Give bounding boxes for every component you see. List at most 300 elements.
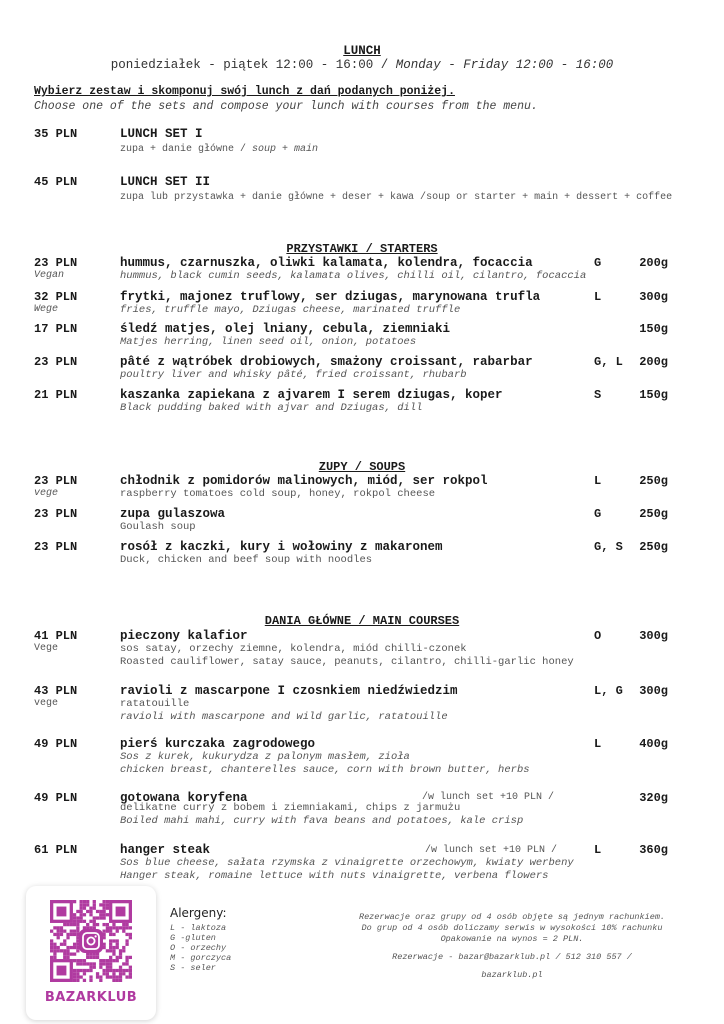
qr-module: [83, 979, 86, 982]
qr-module: [76, 920, 79, 923]
qr-module: [57, 926, 60, 929]
qr-code-icon[interactable]: [50, 900, 132, 982]
item-allergens: L: [594, 474, 602, 488]
item-tag: vege: [34, 698, 59, 709]
qr-module: [112, 939, 115, 942]
qr-module: [125, 923, 128, 926]
qr-module: [129, 956, 132, 959]
qr-module: [102, 972, 105, 975]
qr-module: [66, 949, 69, 952]
set-desc: [120, 192, 672, 203]
qr-module: [76, 926, 79, 929]
qr-module: [106, 923, 109, 926]
qr-module: [129, 936, 132, 939]
qr-module: [60, 943, 63, 946]
qr-module: [86, 956, 89, 959]
item-price: 32 PLN: [34, 290, 78, 304]
qr-module: [80, 916, 83, 919]
qr-module: [102, 969, 105, 972]
qr-module: [122, 923, 125, 926]
qr-module: [119, 926, 122, 929]
item-lunch-set-note: /w lunch set +10 PLN /: [425, 845, 558, 856]
qr-module: [76, 972, 79, 975]
qr-module: [116, 939, 119, 942]
qr-module: [125, 926, 128, 929]
item-desc: Black pudding baked with ajvar and Dziugas, dill: [120, 402, 423, 414]
brand-name: BAZARKLUB: [44, 990, 138, 1005]
qr-module: [109, 943, 112, 946]
qr-module: [109, 962, 112, 965]
qr-module: [53, 926, 56, 929]
qr-module: [96, 910, 99, 913]
allergen-item: L - laktoza: [170, 923, 227, 933]
item-desc: Roasted cauliflower, satay sauce, peanuts, cilantro, chilli-garlic honey: [120, 656, 574, 668]
qr-module: [73, 959, 76, 962]
item-desc: fries, truffle mayo, Dziugas cheese, marinated truffle: [120, 304, 461, 316]
qr-module: [89, 962, 92, 965]
qr-module: [109, 975, 112, 978]
item-name: hanger steak: [120, 843, 211, 857]
qr-module: [102, 900, 105, 903]
qr-module: [129, 972, 132, 975]
qr-module: [116, 959, 119, 962]
qr-module: [125, 956, 128, 959]
qr-module: [89, 966, 92, 969]
qr-module: [76, 959, 79, 962]
qr-module: [106, 972, 109, 975]
item-price: 49 PLN: [34, 737, 78, 751]
qr-module: [89, 907, 92, 910]
qr-module: [109, 956, 112, 959]
reservation-note: Rezerwacje oraz grupy od 4 osób objęte są jednym rachunkiem.: [358, 912, 666, 922]
qr-module: [109, 939, 112, 942]
qr-module: [57, 936, 60, 939]
qr-module: [129, 933, 132, 936]
item-desc: chicken breast, chanterelles sauce, corn with brown butter, herbs: [120, 764, 530, 776]
qr-module: [119, 956, 122, 959]
qr-module: [102, 959, 105, 962]
qr-module: [60, 949, 63, 952]
item-tag: Vegan: [34, 270, 65, 281]
qr-module: [122, 962, 125, 965]
item-weight: 300g: [639, 629, 668, 643]
qr-module: [80, 969, 83, 972]
section-heading-mains: DANIA GŁÓWNE / MAIN COURSES: [264, 614, 460, 628]
qr-module: [50, 943, 53, 946]
qr-module: [53, 943, 56, 946]
qr-module: [102, 913, 105, 916]
qr-module: [99, 975, 102, 978]
qr-module: [102, 907, 105, 910]
qr-module: [73, 979, 76, 982]
qr-module: [76, 916, 79, 919]
qr-module: [66, 923, 69, 926]
qr-module: [50, 949, 53, 952]
item-sub-pl: Sos blue cheese, sałata rzymska z vinaigrette orzechowym, kwiaty werbeny: [120, 857, 574, 869]
qr-module: [80, 903, 83, 906]
qr-module: [119, 972, 122, 975]
qr-module: [93, 920, 96, 923]
qr-code-graphic: [50, 900, 132, 982]
qr-module: [112, 923, 115, 926]
qr-module: [76, 975, 79, 978]
qr-module: [96, 956, 99, 959]
qr-module: [116, 926, 119, 929]
qr-module: [96, 975, 99, 978]
item-price: 23 PLN: [34, 507, 78, 521]
qr-module: [60, 933, 63, 936]
menu-title: LUNCH: [343, 44, 381, 58]
qr-module: [106, 930, 109, 933]
qr-module: [109, 949, 112, 952]
item-desc: Duck, chicken and beef soup with noodles: [120, 554, 373, 566]
item-weight: 150g: [639, 322, 668, 336]
qr-module: [89, 975, 92, 978]
item-allergens: G, L: [594, 355, 623, 369]
allergen-item: G -gluten: [170, 933, 216, 943]
qr-module: [73, 946, 76, 949]
qr-module: [109, 926, 112, 929]
qr-module: [89, 969, 92, 972]
qr-module: [129, 975, 132, 978]
item-desc: ravioli with mascarpone and wild garlic, ratatouille: [120, 711, 448, 723]
item-name: ravioli z mascarpone I czosnkiem niedźwiedzim: [120, 684, 458, 698]
item-weight: 250g: [639, 507, 668, 521]
item-name: pieczony kalafior: [120, 629, 248, 643]
qr-module: [63, 923, 66, 926]
set-price: 45 PLN: [34, 175, 78, 189]
qr-module: [102, 916, 105, 919]
qr-module: [89, 913, 92, 916]
set-desc-pl: zupa lub przystawka + danie główne + deser + kawa /: [120, 192, 427, 203]
qr-module: [80, 907, 83, 910]
qr-module: [93, 966, 96, 969]
item-weight: 400g: [639, 737, 668, 751]
qr-module: [63, 939, 66, 942]
qr-module: [125, 959, 128, 962]
qr-module: [80, 959, 83, 962]
qr-module: [63, 956, 66, 959]
item-weight: 300g: [639, 290, 668, 304]
qr-module: [93, 962, 96, 965]
qr-module: [106, 903, 109, 906]
qr-module: [93, 956, 96, 959]
qr-module: [50, 939, 53, 942]
qr-module: [73, 923, 76, 926]
item-name: chłodnik z pomidorów malinowych, miód, ser rokpol: [120, 474, 488, 488]
qr-module: [106, 949, 109, 952]
item-price: 23 PLN: [34, 474, 78, 488]
qr-module: [125, 975, 128, 978]
qr-module: [50, 946, 53, 949]
item-desc: Goulash soup: [120, 521, 196, 533]
item-weight: 320g: [639, 791, 668, 805]
qr-module: [99, 903, 102, 906]
qr-module: [53, 952, 56, 955]
qr-module: [50, 956, 53, 959]
item-name: śledź matjes, olej lniany, cebula, ziemniaki: [120, 322, 451, 336]
qr-module: [83, 969, 86, 972]
qr-module: [73, 933, 76, 936]
qr-module: [112, 926, 115, 929]
qr-module: [73, 943, 76, 946]
qr-module: [96, 923, 99, 926]
qr-module: [125, 943, 128, 946]
qr-module: [86, 903, 89, 906]
qr-module: [66, 936, 69, 939]
item-weight: 360g: [639, 843, 668, 857]
qr-module: [73, 930, 76, 933]
qr-module: [116, 956, 119, 959]
qr-module: [119, 975, 122, 978]
qr-module: [93, 900, 96, 903]
qr-module: [125, 933, 128, 936]
qr-module: [83, 903, 86, 906]
qr-module: [73, 952, 76, 955]
qr-module: [96, 916, 99, 919]
qr-module: [129, 969, 132, 972]
qr-module: [106, 962, 109, 965]
item-weight: 300g: [639, 684, 668, 698]
qr-module: [112, 952, 115, 955]
qr-module: [93, 903, 96, 906]
qr-module: [76, 962, 79, 965]
item-weight: 250g: [639, 540, 668, 554]
qr-module: [112, 979, 115, 982]
section-heading-starters: PRZYSTAWKI / STARTERS: [286, 242, 438, 256]
qr-module: [116, 946, 119, 949]
qr-module: [119, 969, 122, 972]
item-allergens: G, S: [594, 540, 623, 554]
qr-module: [116, 969, 119, 972]
qr-module: [102, 930, 105, 933]
reservation-contact[interactable]: Rezerwacje - bazar@bazarklub.pl / 512 310 557 /: [392, 952, 632, 962]
item-desc: Hanger steak, romaine lettuce with nuts vinaigrette, verbena flowers: [120, 870, 549, 882]
qr-module: [63, 949, 66, 952]
qr-module: [116, 979, 119, 982]
qr-module: [86, 969, 89, 972]
qr-module: [112, 933, 115, 936]
qr-module: [66, 956, 69, 959]
intro-en: Choose one of the sets and compose your lunch with courses from the menu.: [34, 100, 538, 113]
qr-module: [63, 943, 66, 946]
qr-module: [112, 959, 115, 962]
qr-module: [99, 979, 102, 982]
allergen-item: M - gorczyca: [170, 953, 232, 963]
qr-module: [73, 969, 76, 972]
qr-module: [112, 969, 115, 972]
qr-module: [76, 979, 79, 982]
qr-module: [119, 966, 122, 969]
qr-module: [76, 910, 79, 913]
item-price: 43 PLN: [34, 684, 78, 698]
qr-module: [83, 962, 86, 965]
qr-module: [125, 939, 128, 942]
qr-module: [99, 913, 102, 916]
item-name: gotowana koryfena: [120, 791, 248, 805]
qr-module: [89, 979, 92, 982]
qr-module: [89, 956, 92, 959]
qr-module: [57, 946, 60, 949]
qr-module: [93, 916, 96, 919]
item-allergens: L: [594, 843, 602, 857]
qr-module: [70, 952, 73, 955]
qr-module: [66, 952, 69, 955]
qr-module: [66, 946, 69, 949]
qr-module: [50, 930, 53, 933]
qr-module: [70, 946, 73, 949]
qr-module: [80, 975, 83, 978]
qr-module: [109, 930, 112, 933]
qr-module: [109, 933, 112, 936]
qr-module: [99, 959, 102, 962]
service-charge-note: Do grup od 4 osób doliczamy serwis w wysokości 10% rachunku: [361, 923, 663, 933]
item-allergens: G: [594, 507, 602, 521]
qr-module: [80, 920, 83, 923]
item-price: 23 PLN: [34, 256, 78, 270]
item-allergens: S: [594, 388, 602, 402]
qr-module: [102, 962, 105, 965]
takeaway-note: Opakowanie na wynos = 2 PLN.: [440, 934, 584, 944]
qr-module: [70, 930, 73, 933]
qr-module: [60, 930, 63, 933]
qr-module: [119, 952, 122, 955]
allergen-item: S - seler: [170, 963, 216, 973]
qr-module: [125, 969, 128, 972]
qr-module: [122, 926, 125, 929]
qr-module: [76, 930, 79, 933]
qr-finder-center: [57, 966, 67, 976]
qr-module: [53, 949, 56, 952]
set-name: LUNCH SET I: [120, 127, 203, 141]
intro-pl: Wybierz zestaw i skomponuj swój lunch z dań podanych poniżej.: [34, 85, 455, 98]
set-desc: [120, 144, 318, 155]
qr-module: [129, 926, 132, 929]
item-sub-pl: delikatne curry z bobem i ziemniakami, chips z jarmużu: [120, 802, 461, 814]
qr-module: [89, 920, 92, 923]
qr-module: [116, 930, 119, 933]
qr-module: [66, 933, 69, 936]
item-weight: 250g: [639, 474, 668, 488]
qr-module: [80, 900, 83, 903]
instagram-qr-card[interactable]: [26, 886, 156, 1020]
qr-module: [116, 975, 119, 978]
qr-module: [80, 913, 83, 916]
qr-module: [125, 962, 128, 965]
item-price: 61 PLN: [34, 843, 78, 857]
qr-module: [83, 920, 86, 923]
qr-module: [122, 972, 125, 975]
item-name: pierś kurczaka zagrodowego: [120, 737, 316, 751]
qr-module: [112, 975, 115, 978]
qr-module: [70, 923, 73, 926]
qr-module: [83, 972, 86, 975]
qr-module: [83, 907, 86, 910]
item-name: kaszanka zapiekana z ajvarem I serem dziugas, koper: [120, 388, 503, 402]
item-name: frytki, majonez truflowy, ser dziugas, marynowana trufla: [120, 290, 541, 304]
qr-module: [102, 910, 105, 913]
item-desc: poultry liver and whisky pâté, fried croissant, rhubarb: [120, 369, 467, 381]
qr-module: [57, 930, 60, 933]
item-allergens: L: [594, 737, 602, 751]
qr-module: [109, 959, 112, 962]
item-sub-pl: ratatouille: [120, 698, 190, 710]
qr-module: [106, 959, 109, 962]
item-weight: 200g: [639, 355, 668, 369]
qr-module: [96, 972, 99, 975]
qr-module: [83, 900, 86, 903]
qr-module: [106, 907, 109, 910]
qr-module: [73, 900, 76, 903]
allergens-title: Alergeny:: [170, 906, 227, 920]
qr-module: [73, 972, 76, 975]
hours-pl: poniedziałek - piątek 12:00 - 16:00 /: [110, 58, 396, 72]
item-weight: 200g: [639, 256, 668, 270]
qr-module: [106, 913, 109, 916]
set-price: 35 PLN: [34, 127, 78, 141]
qr-module: [106, 926, 109, 929]
hours-en: Monday - Friday 12:00 - 16:00: [395, 58, 614, 72]
qr-module: [109, 969, 112, 972]
qr-module: [73, 916, 76, 919]
item-price: 23 PLN: [34, 540, 78, 554]
qr-module: [106, 969, 109, 972]
item-allergens: L, G: [594, 684, 623, 698]
item-weight: 150g: [639, 388, 668, 402]
item-name: zupa gulaszowa: [120, 507, 226, 521]
qr-module: [83, 959, 86, 962]
qr-module: [102, 903, 105, 906]
qr-module: [116, 943, 119, 946]
set-desc-en: soup or starter + main + dessert + coffee: [426, 192, 673, 203]
qr-module: [122, 930, 125, 933]
instagram-icon-dot: [95, 935, 97, 937]
qr-module: [122, 969, 125, 972]
qr-module: [86, 900, 89, 903]
qr-module: [99, 966, 102, 969]
qr-module: [80, 962, 83, 965]
item-sub-pl: Sos z kurek, kukurydza z palonym masłem, zioła: [120, 751, 410, 763]
item-price: 49 PLN: [34, 791, 78, 805]
qr-module: [80, 910, 83, 913]
qr-module: [122, 946, 125, 949]
item-name: pâté z wątróbek drobiowych, smażony croissant, rabarbar: [120, 355, 533, 369]
item-tag: vege: [34, 488, 59, 499]
item-price: 41 PLN: [34, 629, 78, 643]
qr-module: [86, 962, 89, 965]
website-link[interactable]: bazarklub.pl: [481, 970, 543, 980]
qr-module: [83, 913, 86, 916]
item-tag: Vege: [34, 643, 59, 654]
qr-module: [93, 907, 96, 910]
allergen-item: O - orzechy: [170, 943, 227, 953]
qr-module: [57, 949, 60, 952]
qr-finder-center: [116, 907, 126, 917]
item-tag: Wege: [34, 304, 59, 315]
qr-module: [112, 949, 115, 952]
qr-module: [119, 949, 122, 952]
qr-module: [106, 975, 109, 978]
qr-module: [129, 966, 132, 969]
qr-module: [109, 966, 112, 969]
item-desc: raspberry tomatoes cold soup, honey, rokpol cheese: [120, 488, 436, 500]
qr-module: [99, 910, 102, 913]
qr-module: [63, 952, 66, 955]
item-lunch-set-note: /w lunch set +10 PLN /: [422, 792, 555, 803]
qr-finder-center: [57, 907, 67, 917]
qr-module: [70, 933, 73, 936]
opening-hours: [0, 58, 724, 72]
